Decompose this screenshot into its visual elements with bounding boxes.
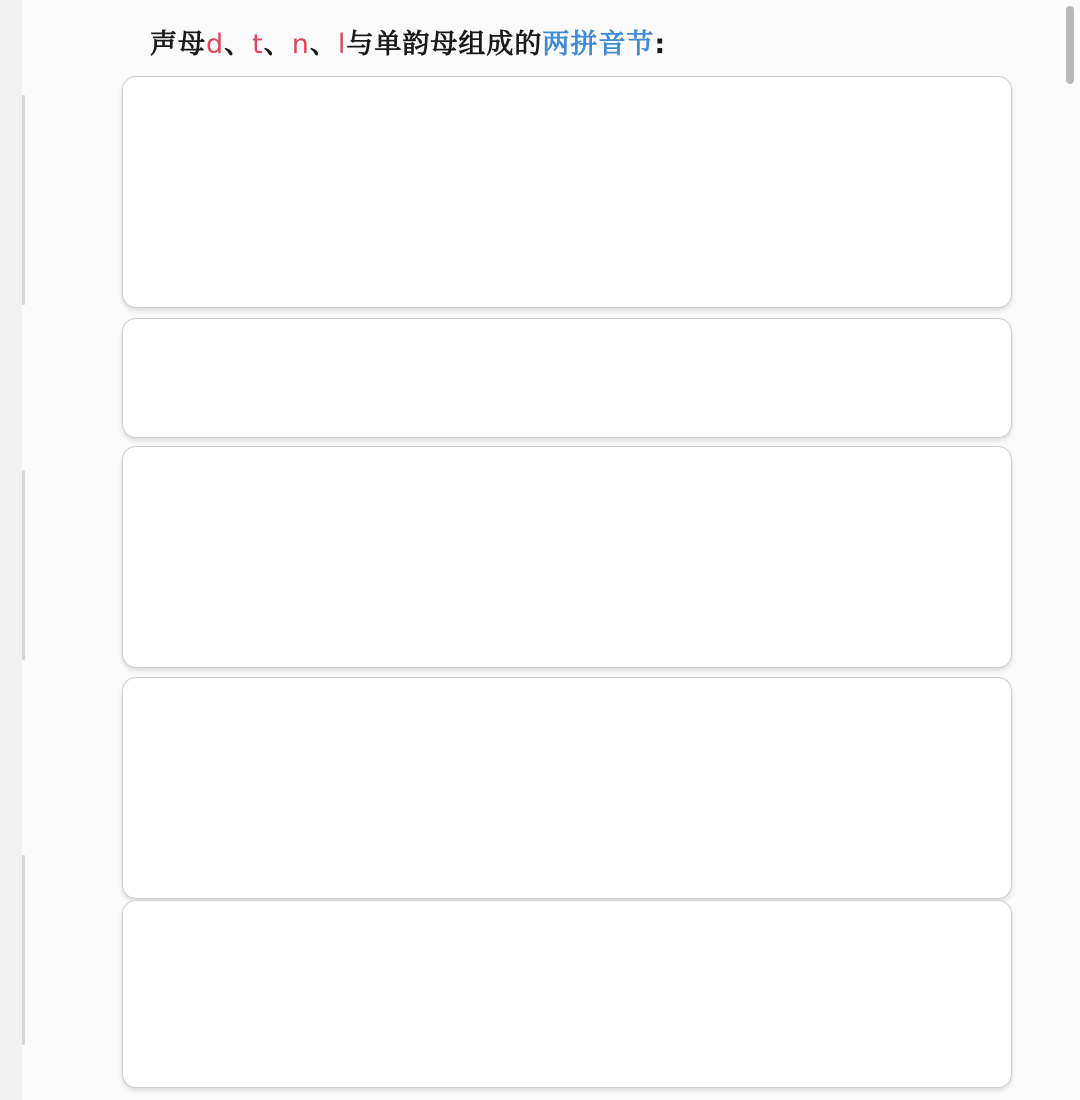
syllable-panel: [122, 900, 1012, 1088]
page-title: [150, 22, 666, 61]
title-letter-d: d: [206, 29, 225, 60]
title-separator: 、: [263, 29, 292, 60]
scrollbar[interactable]: [1062, 0, 1076, 1100]
syllable-panel: [122, 318, 1012, 438]
title-prefix: 声母: [150, 29, 206, 60]
title-separator: 、: [224, 29, 253, 60]
title-highlight: 两拼音节: [542, 29, 655, 60]
title-separator: 、: [309, 29, 338, 60]
page-edge-left: [0, 0, 22, 1100]
title-letter-l: l: [337, 29, 347, 60]
page-edge-mark: [22, 470, 25, 660]
page-edge-mark: [22, 855, 25, 1045]
title-letter-n: n: [291, 29, 310, 60]
title-middle: 与单韵母组成的: [346, 29, 543, 60]
syllable-panel: [122, 76, 1012, 308]
syllable-panel: [122, 446, 1012, 668]
title-letter-t: t: [252, 29, 264, 60]
page-edge-mark: [22, 95, 25, 305]
title-colon: :: [654, 29, 667, 60]
scrollbar-thumb[interactable]: [1066, 6, 1074, 84]
syllable-panel: [122, 677, 1012, 899]
